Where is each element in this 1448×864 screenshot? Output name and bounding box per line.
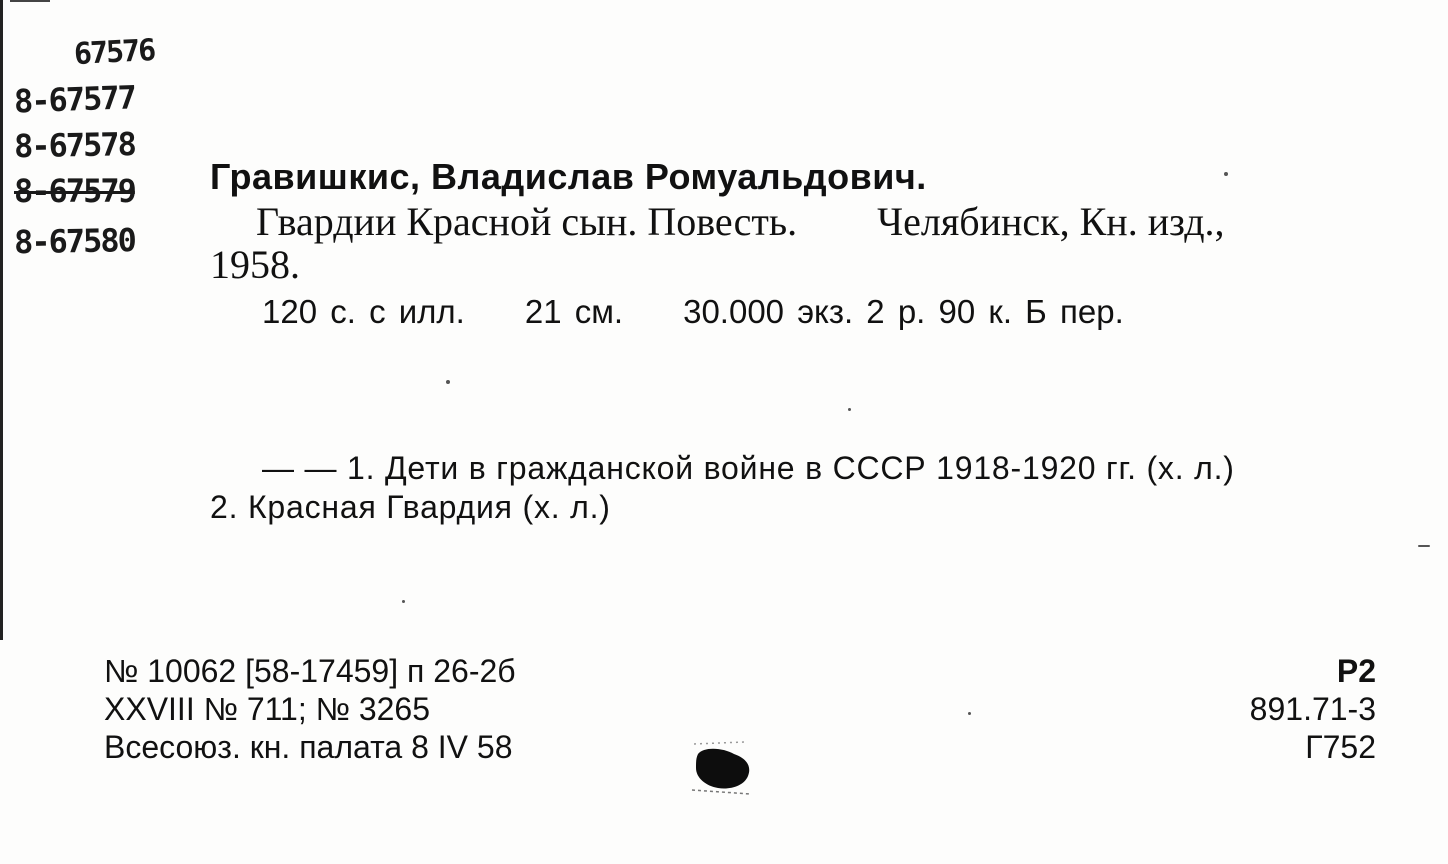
subject-heading-1: — — 1. Дети в гражданской войне в СССР 1918-1920 гг. (х. л.) (262, 450, 1235, 486)
paper-speck (1224, 172, 1228, 176)
inventory-number: 8-67577 (13, 78, 136, 121)
record-info (104, 652, 516, 766)
paper-speck (968, 712, 971, 715)
classification-code: 891.71-3 (1249, 691, 1376, 727)
card-hole-mark (690, 740, 756, 796)
copies-price: 30.000 экз. 2 р. 90 к. Б пер. (683, 293, 1124, 330)
inventory-number: 8-67578 (13, 125, 136, 166)
paper-speck (1418, 545, 1430, 547)
record-info-line: Всесоюз. кн. палата 8 IV 58 (104, 729, 513, 765)
pages: 120 с. с илл. (262, 293, 465, 330)
title-statement (256, 200, 1225, 244)
record-info-line: № 10062 [58-17459] п 26-2б (104, 653, 516, 689)
handwritten-inventory-numbers (14, 30, 154, 264)
book-title: Гвардии Красной сын. Повесть. (256, 199, 798, 244)
paper-speck (402, 600, 405, 603)
classification-code: Г752 (1305, 729, 1376, 765)
card-left-border (0, 0, 3, 640)
author-heading: Гравишкис, Владислав Ромуальдович. (210, 156, 927, 197)
inventory-number-struck: 8-67579 (14, 172, 135, 210)
subject-heading-2: 2. Красная Гвардия (х. л.) (210, 489, 611, 525)
inventory-number: 67576 (73, 32, 156, 73)
card-top-mark (10, 0, 50, 2)
place-publisher: Челябинск, Кн. изд., (877, 199, 1225, 244)
publication-year: 1958. (210, 242, 300, 287)
classification-codes (1250, 652, 1376, 766)
inventory-number: 8-67580 (13, 221, 136, 262)
paper-speck (446, 380, 450, 384)
physical-description (262, 290, 1124, 334)
record-info-line: XXVIII № 711; № 3265 (104, 691, 431, 727)
size: 21 см. (524, 293, 624, 330)
paper-speck (848, 408, 851, 411)
classification-code: Р2 (1336, 653, 1376, 689)
